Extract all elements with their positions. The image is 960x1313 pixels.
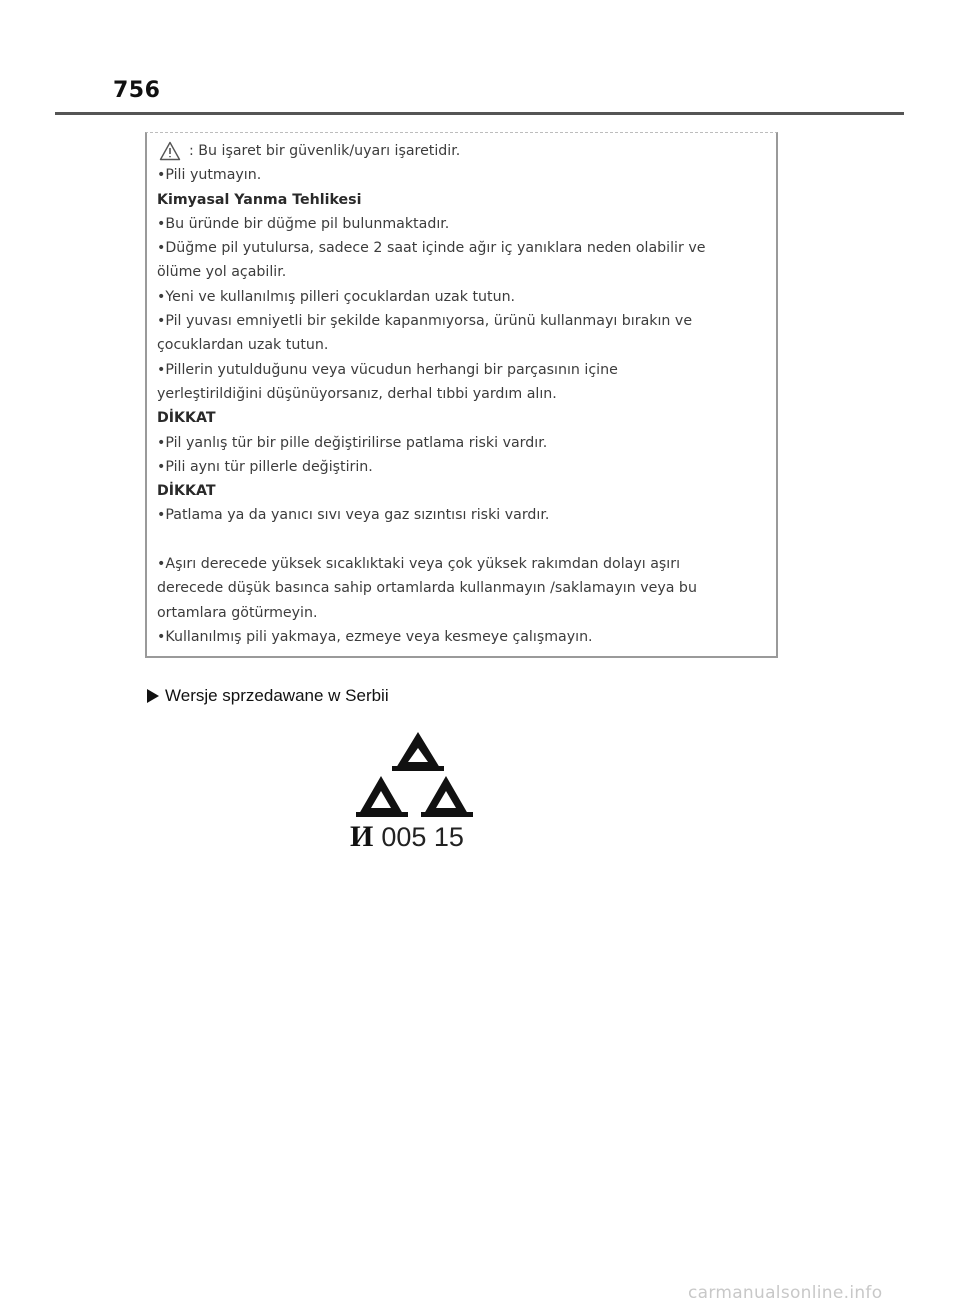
warning-spacer [157,528,766,552]
warning-line: çocuklardan uzak tutun. [157,337,329,354]
warning-line: •Pil yuvası emniyetli bir şekilde kapanmıyorsa, ürünü kullanmayı bırakın ve [157,313,693,330]
warning-heading: DİKKAT [157,483,216,500]
header-divider [55,112,904,115]
warning-heading: Kimyasal Yanma Tehlikesi [157,191,362,208]
warning-symbol-line [157,139,766,163]
section-caption [147,686,389,706]
caption-text: Wersje sprzedawane w Serbii [165,686,389,705]
certification-number: 005 15 [381,822,464,852]
warning-triangle-icon [159,141,181,161]
certification-code [350,820,464,854]
warning-line-text: : Bu işaret bir güvenlik/uyarı işaretidir. [189,143,461,159]
warning-line: derecede düşük basınca sahip ortamlarda kullanmayın /saklamayın veya bu [157,580,697,597]
warning-line: ölüme yol açabilir. [157,264,287,281]
watermark-text: carmanualsonline.info [688,1283,883,1303]
certification-letter: И [350,820,374,853]
warning-line: •Yeni ve kullanılmış pilleri çocuklardan uzak tutun. [157,288,516,305]
page-number: 756 [113,78,161,103]
warning-text-block [157,139,766,649]
warning-line: •Pillerin yutulduğunu veya vücudun herhangi bir parçasının içine [157,361,618,378]
warning-line: •Bu üründe bir düğme pil bulunmaktadır. [157,215,450,232]
warning-line: •Kullanılmış pili yakmaya, ezmeye veya kesmeye çalışmayın. [157,628,593,645]
warning-line: •Pili aynı tür pillerle değiştirin. [157,458,373,475]
warning-line: yerleştirildiğini düşünüyorsanız, derhal tıbbi yardım alın. [157,385,557,402]
warning-line: •Aşırı derecede yüksek sıcaklıktaki veya çok yüksek rakımdan dolayı aşırı [157,556,681,573]
warning-line: •Düğme pil yutulursa, sadece 2 saat içinde ağır iç yanıklara neden olabilir ve [157,240,706,257]
warning-line: •Pil yanlış tür bir pille değiştirilirse patlama riski vardır. [157,434,548,451]
caption-arrow-icon [147,689,159,703]
warning-line: •Pili yutmayın. [157,167,262,184]
warning-heading: DİKKAT [157,410,216,427]
warning-line: ortamlara götürmeyin. [157,604,318,621]
warning-line: •Patlama ya da yanıcı sıvı veya gaz sızıntısı riski vardır. [157,507,550,524]
battery-warning-box [145,132,778,658]
